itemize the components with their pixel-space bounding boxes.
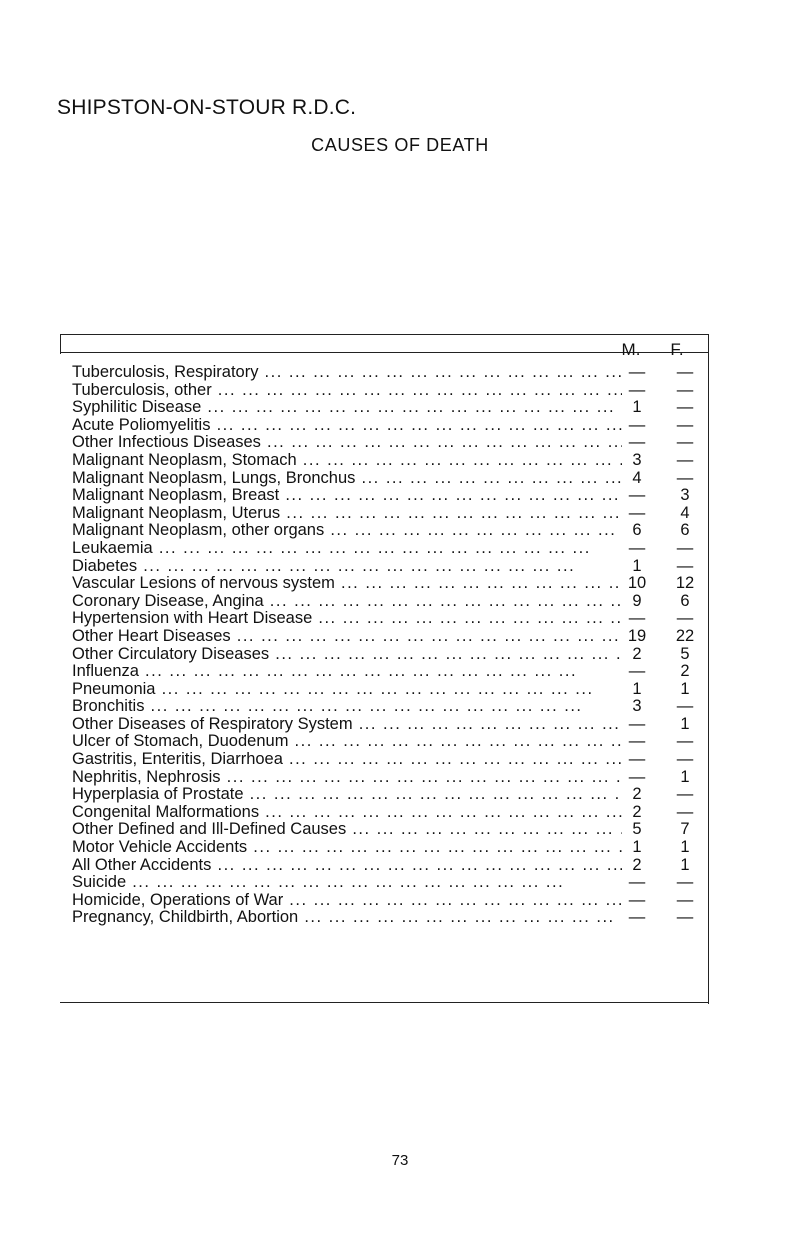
column-header-female: F. xyxy=(670,340,684,359)
female-count: 1 xyxy=(680,838,690,857)
male-count: 4 xyxy=(632,468,642,487)
cause-label: Malignant Neoplasm, Uterus ... xyxy=(72,505,622,523)
table-row xyxy=(72,434,702,452)
table-row xyxy=(72,786,702,804)
table-left-rule xyxy=(60,334,61,354)
cause-label: Other Defined and Ill-Defined Causes ... xyxy=(72,821,622,839)
male-count: 6 xyxy=(632,521,642,540)
female-count: — xyxy=(676,380,694,399)
cause-label: Other Infectious Diseases ... xyxy=(72,434,622,452)
cause-label: Malignant Neoplasm, other organs ... xyxy=(72,522,622,540)
table-row xyxy=(72,716,702,734)
cause-label: Motor Vehicle Accidents ... xyxy=(72,839,622,857)
male-count: — xyxy=(628,503,646,522)
male-count: — xyxy=(628,908,646,927)
table-row xyxy=(72,769,702,787)
female-count: — xyxy=(676,609,694,628)
male-count: — xyxy=(628,662,646,681)
female-count: — xyxy=(676,433,694,452)
table-row xyxy=(72,399,702,417)
male-count: 5 xyxy=(632,820,642,839)
female-count: 1 xyxy=(680,714,690,733)
cause-label: Ulcer of Stomach, Duodenum ... xyxy=(72,733,622,751)
table-row xyxy=(72,382,702,400)
female-count: 7 xyxy=(680,820,690,839)
male-count: — xyxy=(628,380,646,399)
female-count: — xyxy=(676,468,694,487)
cause-label: Coronary Disease, Angina ... xyxy=(72,593,622,611)
female-count: — xyxy=(676,890,694,909)
table-row xyxy=(72,909,702,927)
female-count: 4 xyxy=(680,503,690,522)
table-row xyxy=(72,610,702,628)
female-count: — xyxy=(676,873,694,892)
cause-label: Other Heart Diseases ... xyxy=(72,628,622,646)
cause-label: Other Diseases of Respiratory System ... xyxy=(72,716,622,734)
table-row xyxy=(72,522,702,540)
female-count: 1 xyxy=(680,855,690,874)
cause-label: Nephritis, Nephrosis ... xyxy=(72,769,622,787)
male-count: 2 xyxy=(632,644,642,663)
cause-label: Malignant Neoplasm, Breast ... xyxy=(72,487,622,505)
report-subheading: CAUSES OF DEATH xyxy=(311,135,489,155)
male-count: 2 xyxy=(632,855,642,874)
male-count: — xyxy=(628,714,646,733)
table-row xyxy=(72,892,702,910)
female-count: — xyxy=(676,398,694,417)
table-row xyxy=(72,628,702,646)
female-count: 1 xyxy=(680,767,690,786)
male-count: 3 xyxy=(632,697,642,716)
male-count: — xyxy=(628,415,646,434)
cause-label: Acute Poliomyelitis ... xyxy=(72,417,622,435)
table-row xyxy=(72,558,702,576)
cause-label: Pneumonia ... xyxy=(72,681,622,699)
table-row xyxy=(72,857,702,875)
female-count: — xyxy=(676,538,694,557)
male-count: 9 xyxy=(632,591,642,610)
cause-label: Tuberculosis, other ... xyxy=(72,382,622,400)
column-header-male: M. xyxy=(621,340,641,359)
female-count: 1 xyxy=(680,679,690,698)
table-row xyxy=(72,417,702,435)
cause-label: All Other Accidents ... xyxy=(72,857,622,875)
table-row xyxy=(72,681,702,699)
male-count: — xyxy=(628,873,646,892)
female-count: — xyxy=(676,697,694,716)
cause-label: Hyperplasia of Prostate ... xyxy=(72,786,622,804)
male-count: — xyxy=(628,767,646,786)
cause-label: Hypertension with Heart Disease ... xyxy=(72,610,622,628)
cause-label: Other Circulatory Diseases ... xyxy=(72,646,622,664)
cause-label: Homicide, Operations of War ... xyxy=(72,892,622,910)
cause-label: Leukaemia ... xyxy=(72,540,622,558)
table-row xyxy=(72,751,702,769)
male-count: — xyxy=(628,363,646,381)
female-count: — xyxy=(676,450,694,469)
table-row xyxy=(72,839,702,857)
cause-label: Congenital Malformations ... xyxy=(72,804,622,822)
cause-label: Suicide ... xyxy=(72,874,622,892)
male-count: — xyxy=(628,538,646,557)
female-count: 5 xyxy=(680,644,690,663)
male-count: 19 xyxy=(627,626,647,645)
male-count: — xyxy=(628,890,646,909)
female-count: — xyxy=(676,732,694,751)
female-count: — xyxy=(676,908,694,927)
cause-label: Malignant Neoplasm, Lungs, Bronchus ... xyxy=(72,470,622,488)
table-row xyxy=(72,663,702,681)
male-count: — xyxy=(628,609,646,628)
table-row xyxy=(72,505,702,523)
female-count: — xyxy=(676,556,694,575)
table-row xyxy=(72,821,702,839)
male-count: 10 xyxy=(627,574,647,593)
table-row xyxy=(72,470,702,488)
female-count: 22 xyxy=(675,626,695,645)
table-right-rule xyxy=(708,334,709,1004)
cause-label: Malignant Neoplasm, Stomach ... xyxy=(72,452,622,470)
male-count: 2 xyxy=(632,785,642,804)
table-row xyxy=(72,804,702,822)
table-row xyxy=(72,487,702,505)
table-top-rule xyxy=(60,334,708,335)
table-row xyxy=(72,364,702,382)
male-count: — xyxy=(628,750,646,769)
male-count: 3 xyxy=(632,450,642,469)
female-count: 2 xyxy=(680,662,690,681)
table-row xyxy=(72,646,702,664)
male-count: 1 xyxy=(632,556,642,575)
male-count: — xyxy=(628,732,646,751)
female-count: 6 xyxy=(680,521,690,540)
male-count: 1 xyxy=(632,838,642,857)
page-number: 73 xyxy=(391,1152,409,1169)
female-count: — xyxy=(676,750,694,769)
cause-label: Pregnancy, Childbirth, Abortion ... xyxy=(72,909,622,927)
table-row xyxy=(72,540,702,558)
table-row xyxy=(72,698,702,716)
cause-label: Bronchitis ... xyxy=(72,698,622,716)
table-bottom-rule xyxy=(60,1002,708,1003)
table-row xyxy=(72,593,702,611)
male-count: — xyxy=(628,486,646,505)
table-row xyxy=(72,575,702,593)
male-count: 1 xyxy=(632,679,642,698)
table-row xyxy=(72,874,702,892)
report-heading: SHIPSTON-ON-STOUR R.D.C. xyxy=(57,96,357,119)
female-count: 12 xyxy=(675,574,695,593)
cause-label: Influenza ... xyxy=(72,663,622,681)
female-count: — xyxy=(676,415,694,434)
table-row xyxy=(72,452,702,470)
cause-label: Tuberculosis, Respiratory ... xyxy=(72,364,622,382)
female-count: 6 xyxy=(680,591,690,610)
female-count: — xyxy=(676,802,694,821)
male-count: — xyxy=(628,433,646,452)
cause-label: Diabetes ... xyxy=(72,558,622,576)
cause-label: Syphilitic Disease ... xyxy=(72,399,622,417)
cause-label: Gastritis, Enteritis, Diarrhoea ... xyxy=(72,751,622,769)
table-row xyxy=(72,733,702,751)
male-count: 2 xyxy=(632,802,642,821)
female-count: — xyxy=(676,785,694,804)
female-count: 3 xyxy=(680,486,690,505)
causes-of-death-table xyxy=(72,364,702,927)
female-count: — xyxy=(676,363,694,381)
male-count: 1 xyxy=(632,398,642,417)
cause-label: Vascular Lesions of nervous system ... xyxy=(72,575,622,593)
